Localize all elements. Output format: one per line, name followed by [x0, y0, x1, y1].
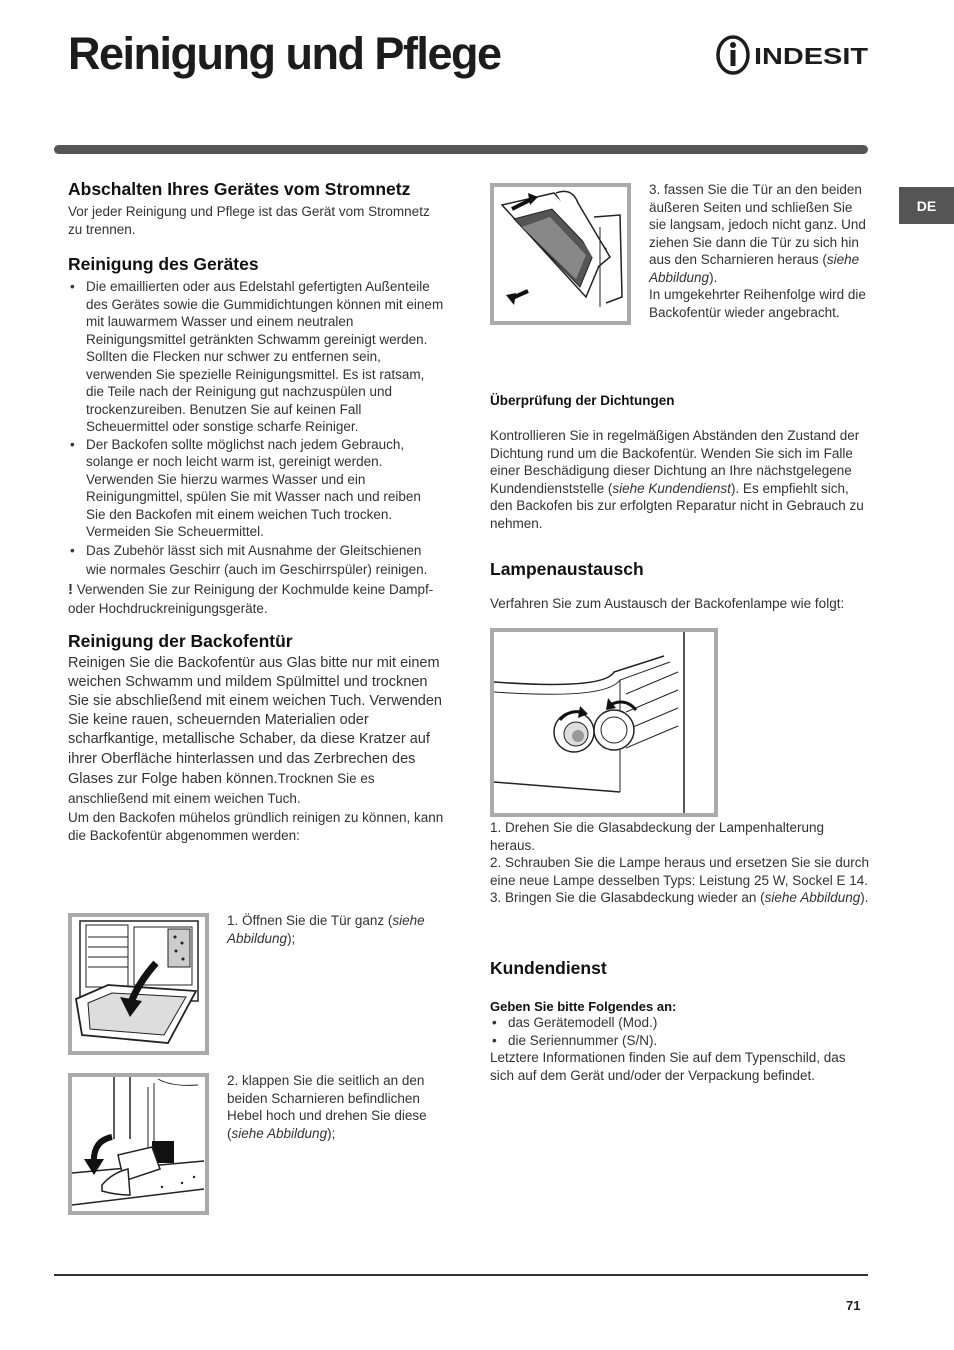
seal-text-end: ). Es empfiehlt sich, den Backofen bis zur erfolgten Reparatur nicht in Gebrauch zu nehmen. [490, 480, 864, 531]
lamp-steps [490, 819, 872, 907]
figure-reference: siehe Abbildung [764, 890, 861, 905]
figure-reference: siehe Abbildung [227, 913, 425, 946]
step-text-end: ). [709, 269, 718, 285]
section-heading-seals: Überprüfung der Dichtungen [490, 393, 675, 408]
step-text: 1. Öffnen Sie die Tür ganz ( [227, 913, 393, 928]
step-text: 3. fassen Sie die Tür an den beiden äußeren Seiten und schließen Sie sie langsam, jedoch nicht ganz. Und ziehen Sie dann die Tür zu sich hin aus den Scharnieren heraus ( [649, 182, 866, 267]
list-item: • das Gerätemodell (Mod.) [490, 1014, 872, 1032]
list-item: • Die emaillierten oder aus Edelstahl gefertigten Außenteile des Gerätes sowie die Gummidichtungen können mit einem mit lauwarmem Wasser und einem neutralen Reinigungsmittel getränkten Schwamm gereinigt werden. Sollten die Flecken nur schwer zu entfernen sein, verwenden Sie spezielle Reinigungsmittel. Es ist ratsam, die Teile nach der Reinigung gut nachzuspülen und trockenzureiben. Benutzen Sie auf keinen Fall Scheuermittel oder sonstige scharfe Reiniger. [68, 278, 444, 436]
service-section [490, 958, 872, 1084]
seal-text [490, 427, 870, 532]
service-subheading: Geben Sie bitte Folgendes an: [490, 999, 677, 1014]
step-text: 2. klappen Sie die seitlich an den beiden Scharnieren befindlichen Hebel hoch und drehen Sie diese ( [227, 1073, 427, 1141]
footer-divider [54, 1274, 868, 1276]
seal-text-main: Kontrollieren Sie in regelmäßigen Abständen den Zustand der Dichtung rund um die Backofentür. Wenden Sie sich im Falle einer Beschädigung dieser Dichtung an Ihre nächstgelegene Kundendienststelle ( [490, 428, 860, 496]
section-heading-power: Abschalten Ihres Gerätes vom Stromnetz [68, 179, 411, 199]
section-heading-cleaning: Reinigung des Gerätes [68, 254, 259, 274]
door-text-after: Um den Backofen mühelos gründlich reinigen zu können, kann die Backofentür abgenommen werden: [68, 810, 444, 843]
step-text-end: ); [287, 930, 296, 946]
figure-reference: siehe Abbildung [649, 252, 860, 285]
section-text-power: Vor jeder Reinigung und Pflege ist das Gerät vom Stromnetz zu trennen. [68, 204, 430, 237]
step-text-end: ). [860, 890, 869, 905]
lamp-step-3 [490, 889, 872, 907]
warning-note [68, 580, 444, 619]
door-text-small: Trocknen Sie es anschließend mit einem weichen Tuch. [68, 770, 375, 806]
lamp-step-1: 1. Drehen Sie die Glasabdeckung der Lampenhalterung heraus. [490, 820, 824, 853]
step-text-end: ); [327, 1125, 336, 1141]
page-number: 71 [846, 1298, 861, 1313]
list-item: • Der Backofen sollte möglichst nach jedem Gebrauch, solange er noch leicht warm ist, gereinigt werden. Verwenden Sie hierzu warmes Wasser und ein Reinigungmittel, spülen Sie mit Wasser nach und reiben Sie den Backofen mit einem weichen Tuch trocken. Vermeiden Sie Scheuermittel. [68, 436, 444, 541]
door-step-3 [649, 181, 871, 321]
figure-remove-door [490, 183, 631, 325]
lamp-step-2: 2. Schrauben Sie die Lampe heraus und ersetzen Sie sie durch eine neue Lampe desselben Typs: Leistung 25 W, Sockel E 14. [490, 855, 869, 888]
language-tab: DE [899, 187, 954, 224]
warning-text: Verwenden Sie zur Reinigung der Kochmulde keine Dampf- oder Hochdruckreinigungsgeräte. [68, 581, 434, 616]
indesit-logo [714, 34, 870, 76]
header-divider [54, 145, 868, 154]
figure-lamp [490, 628, 718, 817]
right-column [490, 393, 870, 613]
cleaning-list [68, 278, 444, 580]
service-reference: siehe Kundendienst [612, 480, 731, 496]
step-text-reinstall: In umgekehrter Reihenfolge wird die Backofentür wieder angebracht. [649, 287, 866, 320]
list-item: • die Seriennummer (S/N). [490, 1032, 872, 1050]
step-text: 3. Bringen Sie die Glasabdeckung wieder an ( [490, 890, 765, 905]
warning-mark: ! [68, 580, 73, 598]
section-heading-lamp: Lampenaustausch [490, 559, 644, 579]
service-list [490, 1014, 872, 1049]
figure-hinge-lever [68, 1073, 209, 1215]
section-heading-service: Kundendienst [490, 958, 607, 978]
service-text: Letztere Informationen finden Sie auf dem Typenschild, das sich auf dem Gerät und/oder der Verpackung befindet. [490, 1050, 846, 1083]
lamp-intro: Verfahren Sie zum Austausch der Backofenlampe wie folgt: [490, 596, 845, 611]
list-item: • Das Zubehör lässt sich mit Ausnahme der Gleitschienen wie normales Geschirr (auch im Geschirrspüler) reinigen. [68, 541, 444, 580]
door-step-1 [227, 912, 427, 947]
section-heading-door: Reinigung der Backofentür [68, 630, 293, 651]
door-text [68, 654, 444, 810]
left-column [68, 179, 444, 844]
brand-name: INDESIT [754, 43, 868, 69]
door-text-main: Reinigen Sie die Backofentür aus Glas bitte nur mit einem weichen Schwamm und mildem Spülmittel und trocknen Sie sie abschließend mit einem weichen Tuch. Verwenden Sie keine rauen, scheuernden Materialien oder scharfkantige, metallische Schaber, da diese Kratzer auf ihrer Oberfläche hinterlassen und das Zerbrechen des Glases zur Folge haben können. [68, 654, 442, 787]
figure-open-door [68, 913, 209, 1055]
figure-reference: siehe Abbildung [231, 1125, 328, 1141]
door-step-2 [227, 1072, 433, 1142]
page-title: Reinigung und Pflege [68, 28, 501, 79]
